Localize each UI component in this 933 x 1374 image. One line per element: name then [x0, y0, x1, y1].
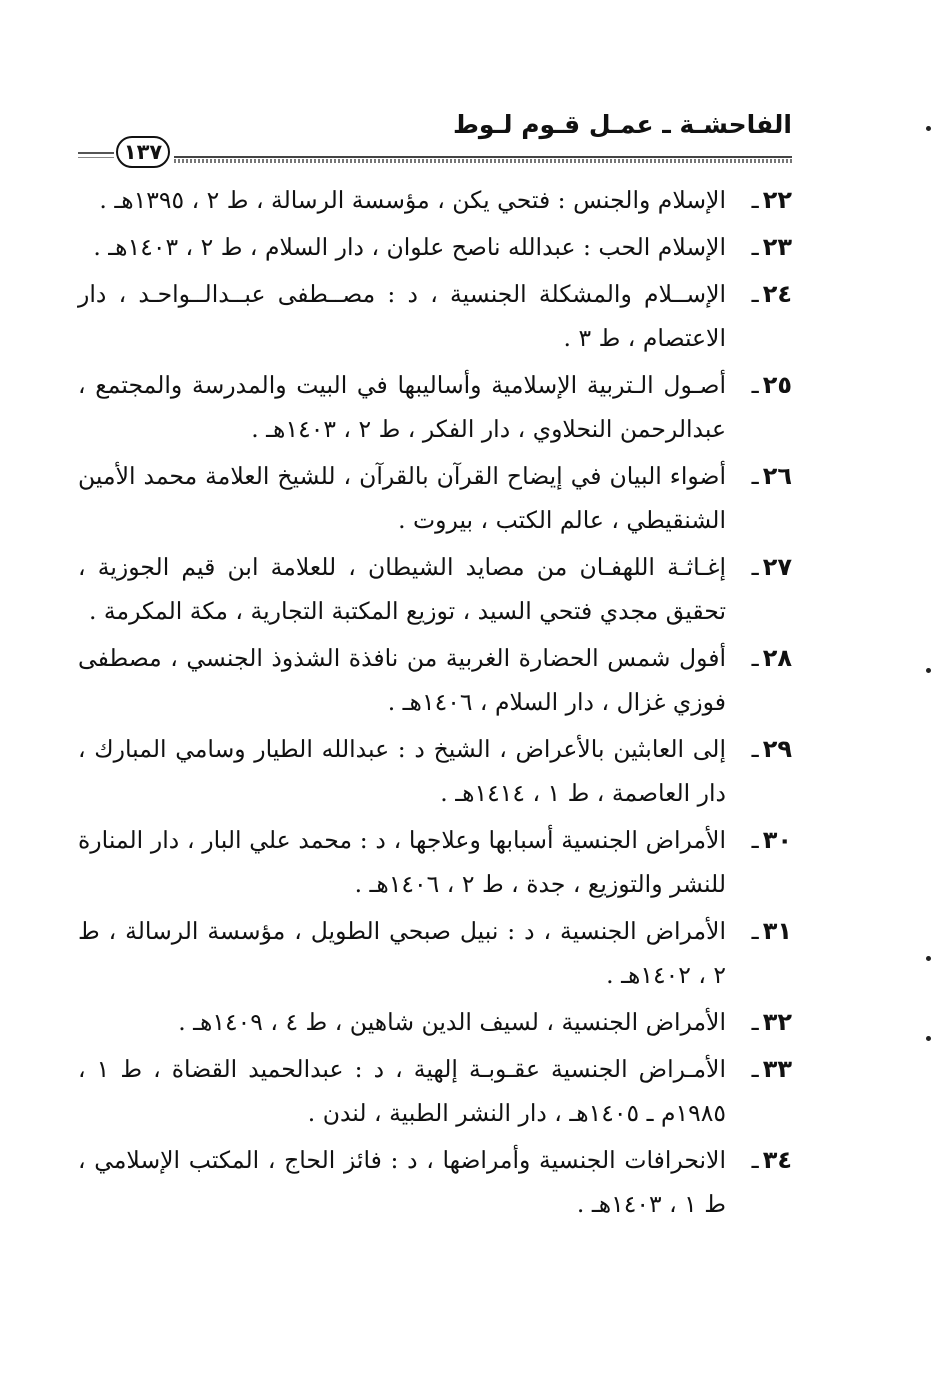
header-rule-left: [78, 152, 114, 154]
entry-number: ٢٢ـ: [751, 186, 792, 214]
header-rule-left-thin: [78, 157, 114, 158]
entry-number: ٣٠ـ: [751, 826, 792, 854]
bibliography-entry-22: [78, 178, 792, 222]
running-title: الفاحشـة ـ عمـل قـوم لـوط: [452, 110, 792, 139]
bibliography-entry-25: [78, 363, 792, 451]
entry-text: أصـول الـتربية الإسلامية وأساليبها في البيت والمدرسة والمجتمع ، عبدالرحمن النحلاوي ، دار الفكر ، ط ٢ ، ١٤٠٣هـ .: [78, 371, 726, 443]
bibliography-entry-26: [78, 454, 792, 542]
scan-margin-mark: [926, 956, 931, 961]
entry-number: ٣١ـ: [751, 917, 792, 945]
entry-text: الأمراض الجنسية ، لسيف الدين شاهين ، ط ٤ ، ١٤٠٩هـ .: [178, 1008, 726, 1036]
bibliography-entry-31: [78, 909, 792, 997]
bibliography-entry-27: [78, 545, 792, 633]
entry-text: الإســلام والمشكلة الجنسية ، د : مصــطفى عبــدالــواحـد ، دار الاعتصام ، ط ٣ .: [78, 280, 726, 352]
bibliography-entry-24: [78, 272, 792, 360]
entry-text: الإسلام والجنس : فتحي يكن ، مؤسسة الرسالة ، ط ٢ ، ١٣٩٥هـ .: [99, 186, 726, 214]
entry-number: ٢٧ـ: [751, 553, 792, 581]
bibliography-entry-33: [78, 1047, 792, 1135]
entry-number: ٣٤ـ: [751, 1146, 792, 1174]
bibliography-entry-32: [78, 1000, 792, 1044]
bibliography-entry-34: [78, 1138, 792, 1226]
scan-margin-mark: [926, 668, 931, 673]
page-number: ١٣٧: [123, 139, 163, 164]
entry-text: الإسلام الحب : عبدالله ناصح علوان ، دار السلام ، ط ٢ ، ١٤٠٣هـ .: [93, 233, 726, 261]
entry-number: ٢٤ـ: [751, 280, 792, 308]
bibliography-entry-28: [78, 636, 792, 724]
header-rule: [174, 156, 792, 158]
entry-number: ٢٣ـ: [751, 233, 792, 261]
scan-margin-mark: [926, 126, 931, 131]
entry-number: ٢٥ـ: [751, 371, 792, 399]
entry-number: ٢٦ـ: [751, 462, 792, 490]
entry-text: إغـاثـة اللهفـان من مصايد الشيطان ، للعلامة ابن قيم الجوزية ، تحقيق مجدي فتحي السيد ، توزيع المكتبة التجارية ، مكة المكرمة .: [78, 553, 726, 625]
scan-margin-mark: [926, 1036, 931, 1041]
bibliography-entry-30: [78, 818, 792, 906]
entry-text: أفول شمس الحضارة الغربية من نافذة الشذوذ الجنسي ، مصطفى فوزي غزال ، دار السلام ، ١٤٠٦هـ .: [78, 644, 726, 716]
entry-text: الأمراض الجنسية أسبابها وعلاجها ، د : محمد علي البار ، دار المنارة للنشر والتوزيع ، جدة ، ط ٢ ، ١٤٠٦هـ .: [78, 826, 726, 898]
entry-text: الأمـراض الجنسية عقـوبـة إلهية ، د : عبدالحميد القضاة ، ط ١ ، ١٩٨٥م ـ ١٤٠٥هـ ، دار النشر الطبية ، لندن .: [78, 1055, 726, 1127]
entry-text: أضواء البيان في إيضاح القرآن بالقرآن ، للشيخ العلامة محمد الأمين الشنقيطي ، عالم الكتب ، بيروت .: [78, 462, 726, 534]
entry-text: الانحرافات الجنسية وأمراضها ، د : فائز الحاج ، المكتب الإسلامي ، ط ١ ، ١٤٠٣هـ .: [78, 1146, 726, 1218]
entry-text: الأمراض الجنسية ، د : نبيل صبحي الطويل ، مؤسسة الرسالة ، ط ٢ ، ١٤٠٢هـ .: [78, 917, 726, 989]
entry-number: ٢٨ـ: [751, 644, 792, 672]
bibliography-list: [78, 178, 792, 1229]
entry-number: ٣٢ـ: [751, 1008, 792, 1036]
page-number-badge: [116, 136, 170, 168]
header-rule-hatched: [174, 159, 792, 163]
bibliography-entry-29: [78, 727, 792, 815]
entry-number: ٢٩ـ: [751, 735, 792, 763]
entry-text: إلى العابثين بالأعراض ، الشيخ د : عبدالله الطيار وسامي المبارك ، دار العاصمة ، ط ١ ، ١٤١٤هـ .: [78, 735, 726, 807]
entry-number: ٣٣ـ: [751, 1055, 792, 1083]
bibliography-entry-23: [78, 225, 792, 269]
page-header: [78, 100, 792, 170]
